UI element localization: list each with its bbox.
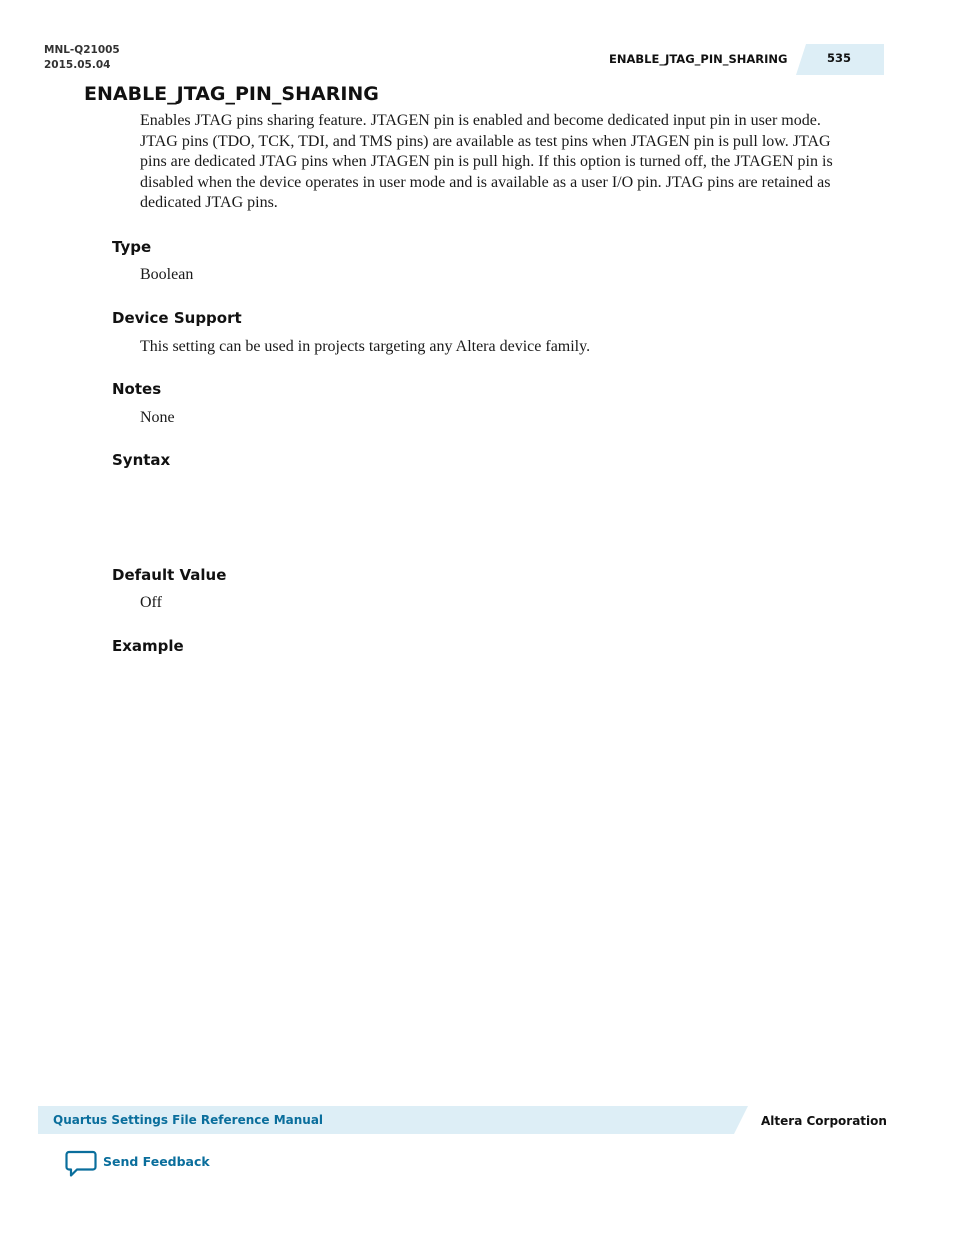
- device-support-heading: Device Support: [112, 309, 242, 327]
- section-title: ENABLE_JTAG_PIN_SHARING: [84, 83, 379, 105]
- send-feedback-link[interactable]: Send Feedback: [103, 1154, 210, 1169]
- speech-bubble-icon[interactable]: [65, 1150, 97, 1178]
- doc-number: MNL-Q21005: [44, 44, 120, 56]
- syntax-heading: Syntax: [112, 451, 171, 469]
- example-heading: Example: [112, 637, 184, 655]
- page-number: 535: [827, 51, 852, 65]
- notes-heading: Notes: [112, 380, 162, 398]
- type-heading: Type: [112, 238, 152, 256]
- running-title: ENABLE_JTAG_PIN_SHARING: [609, 52, 788, 66]
- document-id: [44, 43, 120, 73]
- notes-value: None: [140, 409, 175, 426]
- section-description: Enables JTAG pins sharing feature. JTAGEN pin is enabled and become dedicated input pin in user mode. JTAG pins (TDO, TCK, TDI, and TMS pins) are available as test pins when JTAGEN pin is pull low. JTAG pins are dedicated JTAG pins when JTAGEN pin is pull high. If this option is turned off, the JTAGEN pin is disabled when the device operates in user mode and is available as a user I/O pin. JTAG pins are retained as dedicated JTAG pins.: [140, 112, 833, 212]
- type-value: Boolean: [140, 266, 194, 283]
- device-support-value: This setting can be used in projects targeting any Altera device family.: [140, 338, 591, 355]
- footer-company: Altera Corporation: [761, 1114, 887, 1128]
- default-value-heading: Default Value: [112, 566, 227, 584]
- doc-date: 2015.05.04: [44, 59, 111, 71]
- footer-manual-title: Quartus Settings File Reference Manual: [53, 1113, 324, 1127]
- default-value: Off: [140, 594, 162, 611]
